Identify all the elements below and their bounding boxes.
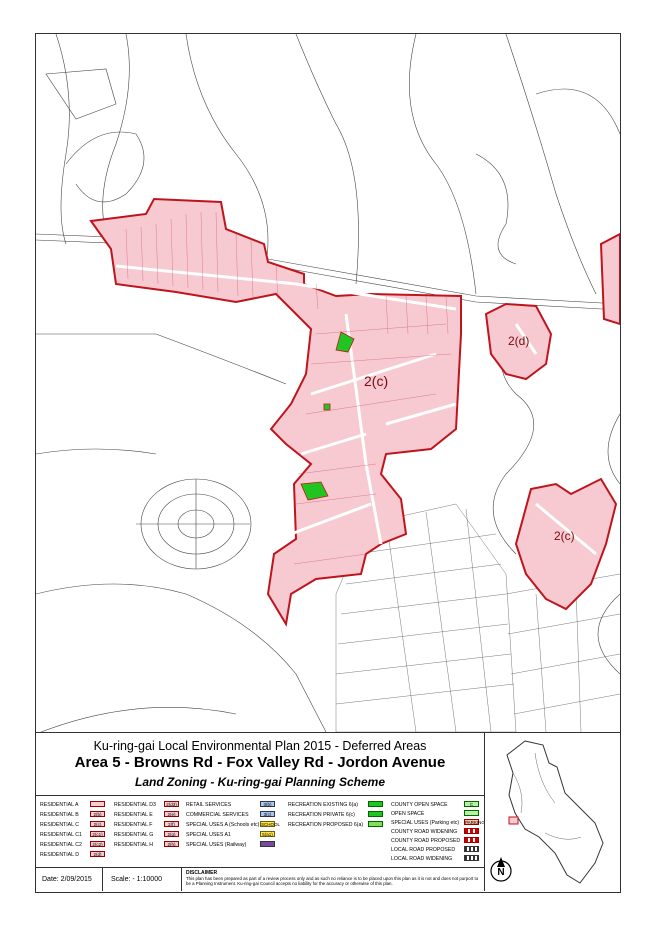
legend-item: [40, 832, 82, 838]
legend-label: RETAIL SERVICES: [186, 802, 232, 808]
plan-date: Date: 2/09/2015: [42, 876, 92, 883]
legend-label: LOCAL ROAD WIDENING: [391, 856, 453, 862]
legend-swatch: SCHOOL: [261, 822, 281, 827]
disclaimer-heading: DISCLAIMER: [186, 870, 218, 876]
legend-label: RESIDENTIAL D: [40, 852, 80, 858]
legend-label: RESIDENTIAL G: [114, 832, 154, 838]
legend-item: [114, 832, 153, 838]
map-label-2c-southeast: 2(c): [554, 529, 575, 543]
legend-label: RESIDENTIAL C1: [40, 832, 82, 838]
legend-item: [114, 812, 153, 818]
legend-swatch: C: [464, 801, 479, 807]
divider: [102, 867, 103, 891]
legend-swatch: 2(c1): [90, 831, 105, 837]
legend-item: [40, 822, 79, 828]
legend-label: RESIDENTIAL C2: [40, 842, 82, 848]
north-arrow-label: N: [497, 867, 505, 878]
map-label-2d-east: 2(d): [508, 334, 530, 348]
legend-swatch: [368, 801, 383, 807]
divider: [181, 867, 182, 891]
legend-item: [114, 842, 153, 848]
legend-label: RESIDENTIAL A: [40, 802, 79, 808]
legend-swatch: [464, 846, 479, 852]
legend-label: LOCAL ROAD PROPOSED: [391, 847, 456, 853]
plan-scale: Scale: - 1:10000: [111, 876, 162, 883]
legend-swatch: 2(h): [164, 841, 179, 847]
legend-label: COMMERCIAL SERVICES: [186, 812, 249, 818]
legend-label: RESIDENTIAL E: [114, 812, 153, 818]
legend-item: [186, 812, 249, 818]
legend-label: RECREATION EXISTING 6(a): [288, 802, 358, 808]
legend-swatch: [464, 810, 479, 816]
map-label-2c-center: 2(c): [364, 373, 389, 389]
locality-area-marker: [509, 817, 518, 824]
legend-item: [288, 812, 355, 818]
legend-swatch: [368, 821, 383, 827]
legend-label: SPECIAL USES A (Schools etc): [186, 822, 260, 828]
legend-swatch: 2(d): [90, 851, 105, 857]
legend-label: COUNTY OPEN SPACE: [391, 802, 448, 808]
legend-label: RECREATION PROPOSED 6(a): [288, 822, 364, 828]
legend-swatch: 2(d3): [164, 801, 179, 807]
legend-swatch: [464, 828, 479, 834]
legend-swatch: [464, 855, 479, 861]
legend-swatch: 2(f): [164, 821, 179, 827]
legend-item: [40, 842, 82, 848]
legend-label: SPECIAL USES (Parking etc): [391, 820, 460, 826]
legend-swatch: 5(a1): [260, 831, 275, 837]
legend-swatch: [464, 837, 479, 843]
title-block: [36, 732, 620, 893]
area-title: Area 5 - Browns Rd - Fox Valley Rd - Jordon Avenue: [74, 754, 446, 771]
legend-item: [114, 802, 156, 808]
legend-item: [391, 847, 455, 853]
plan-title: Ku-ring-gai Local Environmental Plan 2015 - Deferred Areas: [93, 739, 427, 753]
legend-label: SPECIAL USES (Railway): [186, 842, 247, 848]
legend-item: [391, 829, 457, 835]
legend-label: RESIDENTIAL F: [114, 822, 153, 828]
legend-label: SPECIAL USES A1: [186, 832, 231, 838]
zone-north-strip: [91, 199, 461, 624]
footer: [36, 867, 484, 892]
legend-item: [391, 820, 459, 826]
legend-item: [288, 802, 358, 808]
legend-label: RESIDENTIAL C: [40, 822, 80, 828]
recreation-small: [324, 404, 330, 410]
legend-swatch: 2(e): [164, 811, 179, 817]
map-sheet: [35, 33, 621, 893]
legend-label: COUNTY ROAD PROPOSED: [391, 838, 461, 844]
legend-item: [391, 811, 424, 817]
legend-swatch: 2(b): [90, 811, 105, 817]
legend-item: [391, 856, 452, 862]
disclaimer-text: This plan has been prepared as part of a review process only and as such no reliance is to be placed upon this plan as it is not and does not purport to be a Planning Instrument. Ku-ring-gai Council accepts no liability for the accuracy or otherwise of this plan.: [186, 876, 479, 886]
zoning-title: Land Zoning - Ku-ring-gai Planning Scheme: [135, 775, 385, 789]
legend-swatch: [260, 841, 275, 847]
legend-swatch: PARKING: [465, 820, 485, 825]
legend-item: [40, 802, 78, 808]
legend-label: OPEN SPACE: [391, 811, 425, 817]
legend-item: [288, 822, 363, 828]
legend-item: [391, 802, 448, 808]
legend-item: [40, 852, 79, 858]
locality-key-map: [484, 733, 621, 891]
legend-item: [40, 812, 79, 818]
legend-swatch: 3(b): [260, 801, 275, 807]
legend-label: COUNTY ROAD WIDENING: [391, 829, 458, 835]
legend: [36, 795, 484, 868]
legend-item: [186, 822, 259, 828]
legend-item: [114, 822, 152, 828]
legend-swatch: [368, 811, 383, 817]
zone-east-edge: [601, 234, 620, 324]
legend-label: RESIDENTIAL H: [114, 842, 154, 848]
legend-item: [186, 802, 231, 808]
north-arrow-icon: [491, 857, 511, 881]
legend-item: [186, 842, 246, 848]
legend-label: RECREATION PRIVATE 6(c): [288, 812, 355, 818]
legend-swatch: 2(c): [90, 821, 105, 827]
cul-de-sac: [136, 479, 251, 569]
legend-swatch: 3(c): [260, 811, 275, 817]
legend-swatch: 2(c2): [90, 841, 105, 847]
zoning-map: [36, 34, 620, 732]
legend-label: RESIDENTIAL B: [40, 812, 79, 818]
residential-zones: [91, 199, 620, 624]
legend-swatch: 2(g): [164, 831, 179, 837]
legend-swatch: [90, 801, 105, 807]
legend-label: RESIDENTIAL D3: [114, 802, 156, 808]
legend-item: [391, 838, 460, 844]
legend-item: [186, 832, 231, 838]
